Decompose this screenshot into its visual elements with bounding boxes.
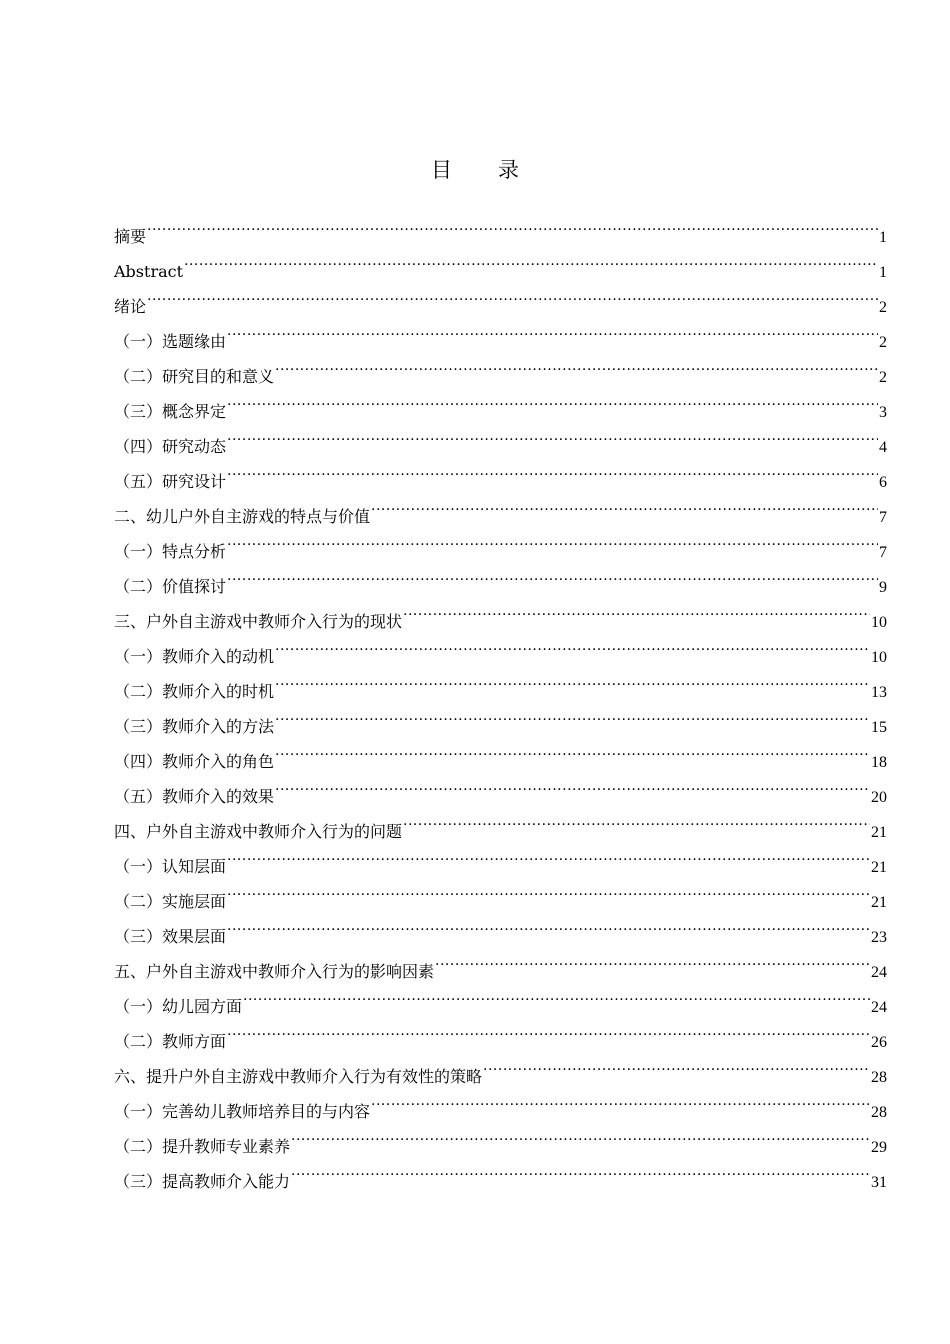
toc-entry-page-number: 10 xyxy=(871,614,887,631)
toc-entry-title: 五、户外自主游戏中教师介入行为的影响因素 xyxy=(114,962,435,981)
toc-entry-title: （一）完善幼儿教师培养目的与内容 xyxy=(114,1102,371,1121)
toc-dot-leader xyxy=(371,1082,870,1117)
toc-entry-page-number: 28 xyxy=(871,1104,887,1121)
toc-entry-page-number: 31 xyxy=(871,1174,887,1191)
toc-entry-page-number: 20 xyxy=(871,789,887,806)
toc-entry-title: （一）选题缘由 xyxy=(114,332,227,351)
toc-entry-page-number: 24 xyxy=(871,964,887,981)
toc-entry-title: 六、提升户外自主游戏中教师介入行为有效性的策略 xyxy=(114,1067,483,1086)
toc-entry-title: （二）教师方面 xyxy=(114,1032,227,1051)
toc-dot-leader xyxy=(275,732,870,767)
toc-entry[interactable] xyxy=(114,207,887,246)
toc-entry-title: （三）概念界定 xyxy=(114,402,227,421)
toc-entry-page-number: 18 xyxy=(871,754,887,771)
toc-dot-leader xyxy=(227,557,878,592)
toc-entry-page-number: 21 xyxy=(871,859,887,876)
toc-dot-leader xyxy=(275,697,870,732)
toc-entry-page-number: 21 xyxy=(871,894,887,911)
toc-entry-page-number: 3 xyxy=(879,404,887,421)
toc-entry-page-number: 24 xyxy=(871,999,887,1016)
toc-entry-page-number: 10 xyxy=(871,649,887,666)
toc-entry-page-number: 26 xyxy=(871,1034,887,1051)
toc-entry-title: 二、幼儿户外自主游戏的特点与价值 xyxy=(114,507,371,526)
toc-entry-page-number: 2 xyxy=(879,334,887,351)
toc-entry-page-number: 7 xyxy=(879,544,887,561)
toc-entry[interactable] xyxy=(114,592,887,631)
toc-entry-title: （四）研究动态 xyxy=(114,437,227,456)
toc-dot-leader xyxy=(243,977,870,1012)
toc-entry[interactable] xyxy=(114,872,887,911)
toc-entry-page-number: 2 xyxy=(879,369,887,386)
toc-entry-page-number: 29 xyxy=(871,1139,887,1156)
toc-entry[interactable] xyxy=(114,417,887,456)
toc-entry-page-number: 21 xyxy=(871,824,887,841)
toc-entry-title: （二）实施层面 xyxy=(114,892,227,911)
toc-dot-leader xyxy=(483,1047,870,1082)
toc-entry-page-number: 23 xyxy=(871,929,887,946)
toc-entry-title: （一）特点分析 xyxy=(114,542,227,561)
toc-dot-leader xyxy=(147,277,878,312)
toc-entry-page-number: 2 xyxy=(879,299,887,316)
toc-dot-leader xyxy=(435,942,870,977)
toc-entry-title: （一）教师介入的动机 xyxy=(114,647,275,666)
toc-entry-page-number: 9 xyxy=(879,579,887,596)
toc-entry-title: （五）研究设计 xyxy=(114,472,227,491)
toc-list xyxy=(114,207,887,1191)
toc-dot-leader xyxy=(227,837,870,872)
toc-dot-leader xyxy=(227,907,870,942)
toc-entry[interactable] xyxy=(114,312,887,351)
toc-entry[interactable] xyxy=(114,452,887,491)
toc-dot-leader xyxy=(403,802,870,837)
toc-entry-title: （五）教师介入的效果 xyxy=(114,787,275,806)
toc-dot-leader xyxy=(227,1012,870,1047)
toc-entry-page-number: 7 xyxy=(879,509,887,526)
toc-entry[interactable] xyxy=(114,1047,887,1086)
toc-entry[interactable] xyxy=(114,837,887,876)
toc-entry-title: （二）教师介入的时机 xyxy=(114,682,275,701)
toc-dot-leader xyxy=(275,627,870,662)
toc-entry-title: 四、户外自主游戏中教师介入行为的问题 xyxy=(114,822,403,841)
toc-entry[interactable] xyxy=(114,557,887,596)
toc-entry-title: （三）教师介入的方法 xyxy=(114,717,275,736)
toc-entry-title: 绪论 xyxy=(114,297,147,316)
toc-entry[interactable] xyxy=(114,382,887,421)
toc-entry-title: 三、户外自主游戏中教师介入行为的现状 xyxy=(114,612,403,631)
toc-dot-leader xyxy=(275,767,870,802)
toc-entry[interactable] xyxy=(114,487,887,526)
toc-entry[interactable] xyxy=(114,942,887,981)
toc-entry-title: Abstract xyxy=(114,262,184,281)
toc-dot-leader xyxy=(227,312,878,347)
toc-entry[interactable] xyxy=(114,242,887,281)
toc-dot-leader xyxy=(227,872,870,907)
toc-entry-title: 摘要 xyxy=(114,227,147,246)
toc-dot-leader xyxy=(275,347,878,382)
toc-dot-leader xyxy=(291,1152,870,1187)
toc-dot-leader xyxy=(371,487,878,522)
toc-entry-title: （一）幼儿园方面 xyxy=(114,997,243,1016)
toc-entry[interactable] xyxy=(114,277,887,316)
toc-entry-title: （二）提升教师专业素养 xyxy=(114,1137,291,1156)
toc-entry-title: （一）认知层面 xyxy=(114,857,227,876)
toc-dot-leader xyxy=(227,452,878,487)
toc-title xyxy=(0,154,950,184)
toc-entry[interactable] xyxy=(114,907,887,946)
toc-title-char-2: 录 xyxy=(498,158,519,182)
toc-dot-leader xyxy=(403,592,870,627)
toc-entry-title: （四）教师介入的角色 xyxy=(114,752,275,771)
toc-dot-leader xyxy=(227,522,878,557)
toc-entry[interactable] xyxy=(114,347,887,386)
toc-entry[interactable] xyxy=(114,522,887,561)
toc-entry-title: （二）价值探讨 xyxy=(114,577,227,596)
toc-title-char-1: 目 xyxy=(431,158,452,182)
toc-dot-leader xyxy=(275,662,870,697)
toc-entry-page-number: 1 xyxy=(879,264,887,281)
toc-dot-leader xyxy=(184,242,878,277)
toc-entry-title: （三）效果层面 xyxy=(114,927,227,946)
toc-entry-page-number: 6 xyxy=(879,474,887,491)
toc-entry-title: （二）研究目的和意义 xyxy=(114,367,275,386)
toc-entry-page-number: 15 xyxy=(871,719,887,736)
toc-entry-title: （三）提高教师介入能力 xyxy=(114,1172,291,1191)
toc-dot-leader xyxy=(227,417,878,452)
toc-entry-page-number: 4 xyxy=(879,439,887,456)
toc-entry[interactable] xyxy=(114,1012,887,1051)
toc-entry-page-number: 28 xyxy=(871,1069,887,1086)
toc-dot-leader xyxy=(227,382,878,417)
toc-entry-page-number: 1 xyxy=(879,229,887,246)
toc-dot-leader xyxy=(291,1117,870,1152)
toc-entry-page-number: 13 xyxy=(871,684,887,701)
toc-dot-leader xyxy=(147,207,878,242)
